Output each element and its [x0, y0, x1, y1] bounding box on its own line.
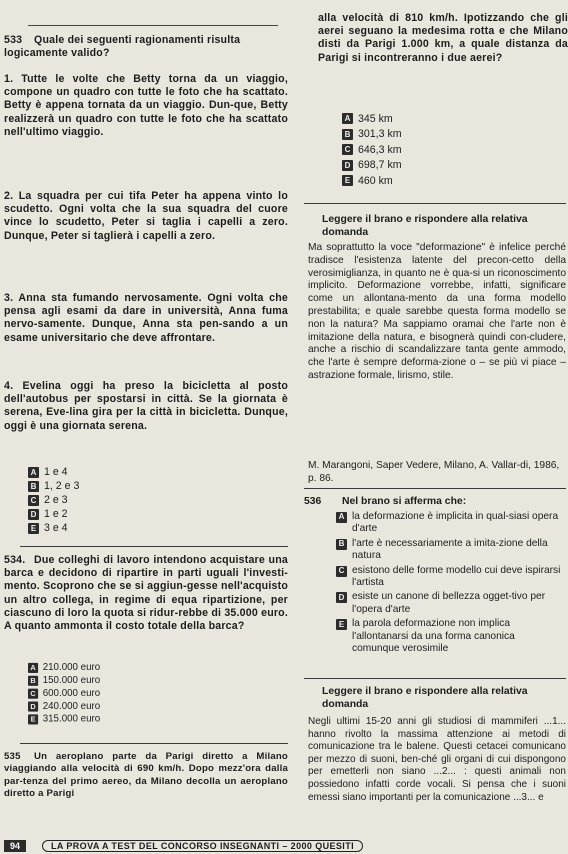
question-535-options [342, 111, 402, 189]
passage-2-body: Negli ultimi 15-20 anni gli studiosi di mammiferi ...1... hanno rivolto la massima attenzione ai metodi di comunicazione tra le balene. Questi cetacei comunicano per mezzo di suoni, ben-ché gli organi di cui dispongono per emetterli non siano ...2... : questi animali non possiedono infatti corde vocali. Si pensa che i suoni emessi siano importanti per la comunicazione ...3... e [308, 716, 566, 803]
statement-2: 2. La squadra per cui tifa Peter ha appena vinto lo scudetto. Ogni volta che la sua squadra del cuore vince lo scudetto, Peter si taglia i capelli a zero. Dunque, Peter si taglierà i capelli a zero. [4, 190, 288, 242]
option-e[interactable]: E 460 km [342, 173, 402, 189]
question-536-prompt: 536 Nel brano si afferma che: [304, 496, 467, 507]
question-533-prompt: 533 Quale dei seguenti ragionamenti risulta logicamente valido? [4, 34, 241, 60]
question-533-options [28, 465, 79, 535]
question-536-options [336, 511, 564, 655]
option-a[interactable]: A la deformazione è implicita in qual-siasi opera d'arte [336, 511, 564, 536]
option-a[interactable]: A 1 e 4 [28, 465, 79, 479]
passage-1-source: M. Marangoni, Saper Vedere, Milano, A. Vallar-di, 1986, p. 86. [308, 460, 560, 484]
book-title: LA PROVA A TEST DEL CONCORSO INSEGNANTI – 2000 QUESITI [42, 840, 363, 852]
divider [20, 743, 288, 744]
question-535-prompt-continued: alla velocità di 810 km/h. Ipotizzando che gli aerei seguano la medesima rotta e che Milano disti da Parigi 1.000 km, a quale distanza da Parigi si incontreranno i due aerei? [318, 12, 568, 64]
option-d[interactable]: D 698,7 km [342, 158, 402, 174]
page-footer [0, 838, 568, 854]
option-a[interactable]: A 210.000 euro [28, 661, 100, 674]
option-c[interactable]: C 600.000 euro [28, 687, 100, 700]
statement-3: 3. Anna sta fumando nervosamente. Ogni volta che pensa agli esami da dare in università, Anna fuma nervo-samente. Dunque, Anna sta pen-sando a un esame universitario che deve affrontare. [4, 292, 288, 344]
divider [304, 678, 566, 679]
option-e[interactable]: E la parola deformazione non implica l'allontanarsi da una forma canonica comunque verosimile [336, 618, 564, 655]
option-b[interactable]: B l'arte è necessariamente a imita-zione della natura [336, 538, 564, 563]
option-e[interactable]: E 3 e 4 [28, 521, 79, 535]
divider [304, 203, 566, 204]
option-e[interactable]: E 315.000 euro [28, 713, 100, 726]
question-533-number: 533 [4, 34, 23, 46]
top-rule [28, 25, 278, 26]
statement-1: 1. Tutte le volte che Betty torna da un viaggio, compone un quadro con tutte le foto che ha scattato. Betty è appena tornata da un viaggio. Dun-que, Betty realizzerà un quadro con tutte le foto che ha scattato nell'ultimo viaggio. [4, 73, 288, 138]
statement-4: 4. Evelina oggi ha preso la bicicletta al posto dell'autobus per spostarsi in città. Se la giornata è serena, Eve-lina gira per la città in bicicletta. Dunque, oggi è una giornata serena. [4, 380, 288, 432]
passage-1-heading: Leggere il brano e rispondere alla relativa domanda [322, 214, 528, 238]
option-d[interactable]: D esiste un canone di bellezza ogget-tivo per l'opera d'arte [336, 591, 564, 616]
question-534-number: 534. [4, 554, 26, 566]
option-d[interactable]: D 1 e 2 [28, 507, 79, 521]
option-d[interactable]: D 240.000 euro [28, 700, 100, 713]
option-c[interactable]: C esistono delle forme modello cui deve ispirarsi l'artista [336, 565, 564, 590]
question-535-number: 535 [4, 751, 21, 762]
divider [304, 488, 566, 489]
page-number: 94 [4, 840, 26, 852]
passage-1-body: Ma soprattutto la voce "deformazione" è infelice perché tradisce l'esistenza latente del precon-cetto della verosimiglianza, in quanto ne è qua-si un riconoscimento implicito. Deformazione vorrebbe, infatti, significare come un allontana-mento da una forma modello prestabilita; e quale sarebbe questa forma modello se non la natura? Ma sappiamo oramai che l'arte non è imitazione della natura, e bisognerà quindi con-cludere, anche a rischio di scandalizzare tanta gente ammodo, che l'arte è sempre deforma-zione o – se più vi piace – astrazione formale, lirismo, stile. [308, 242, 566, 381]
question-534-prompt: 534. Due colleghi di lavoro intendono acquistare una barca e decidono di ripartire in parti uguali l'investi-mento. Scoprono che se si aggiun-gesse nell'acquisto un altro collega, in regime di equa ripartizione, per ciascuno di loro la quota si ridur-rebbe di 35.000 euro. A quanto ammonta il costo totale della barca? [4, 554, 288, 633]
divider [20, 546, 288, 547]
passage-2-heading: Leggere il brano e rispondere alla relativa domanda [322, 686, 528, 710]
option-b[interactable]: B 1, 2 e 3 [28, 479, 79, 493]
question-535-prompt: 535 Un aeroplano parte da Parigi diretto a Milano viaggiando alla velocità di 690 km/h. Dopo mezz'ora dalla par-tenza del primo aereo, da Milano decolla un aeroplano diretto a Parigi [4, 751, 288, 800]
option-b[interactable]: B 150.000 euro [28, 674, 100, 687]
option-b[interactable]: B 301,3 km [342, 127, 402, 143]
option-a[interactable]: A 345 km [342, 111, 402, 127]
question-534-options [28, 661, 100, 725]
question-536-number: 536 [304, 496, 322, 507]
option-c[interactable]: C 646,3 km [342, 142, 402, 158]
option-c[interactable]: C 2 e 3 [28, 493, 79, 507]
